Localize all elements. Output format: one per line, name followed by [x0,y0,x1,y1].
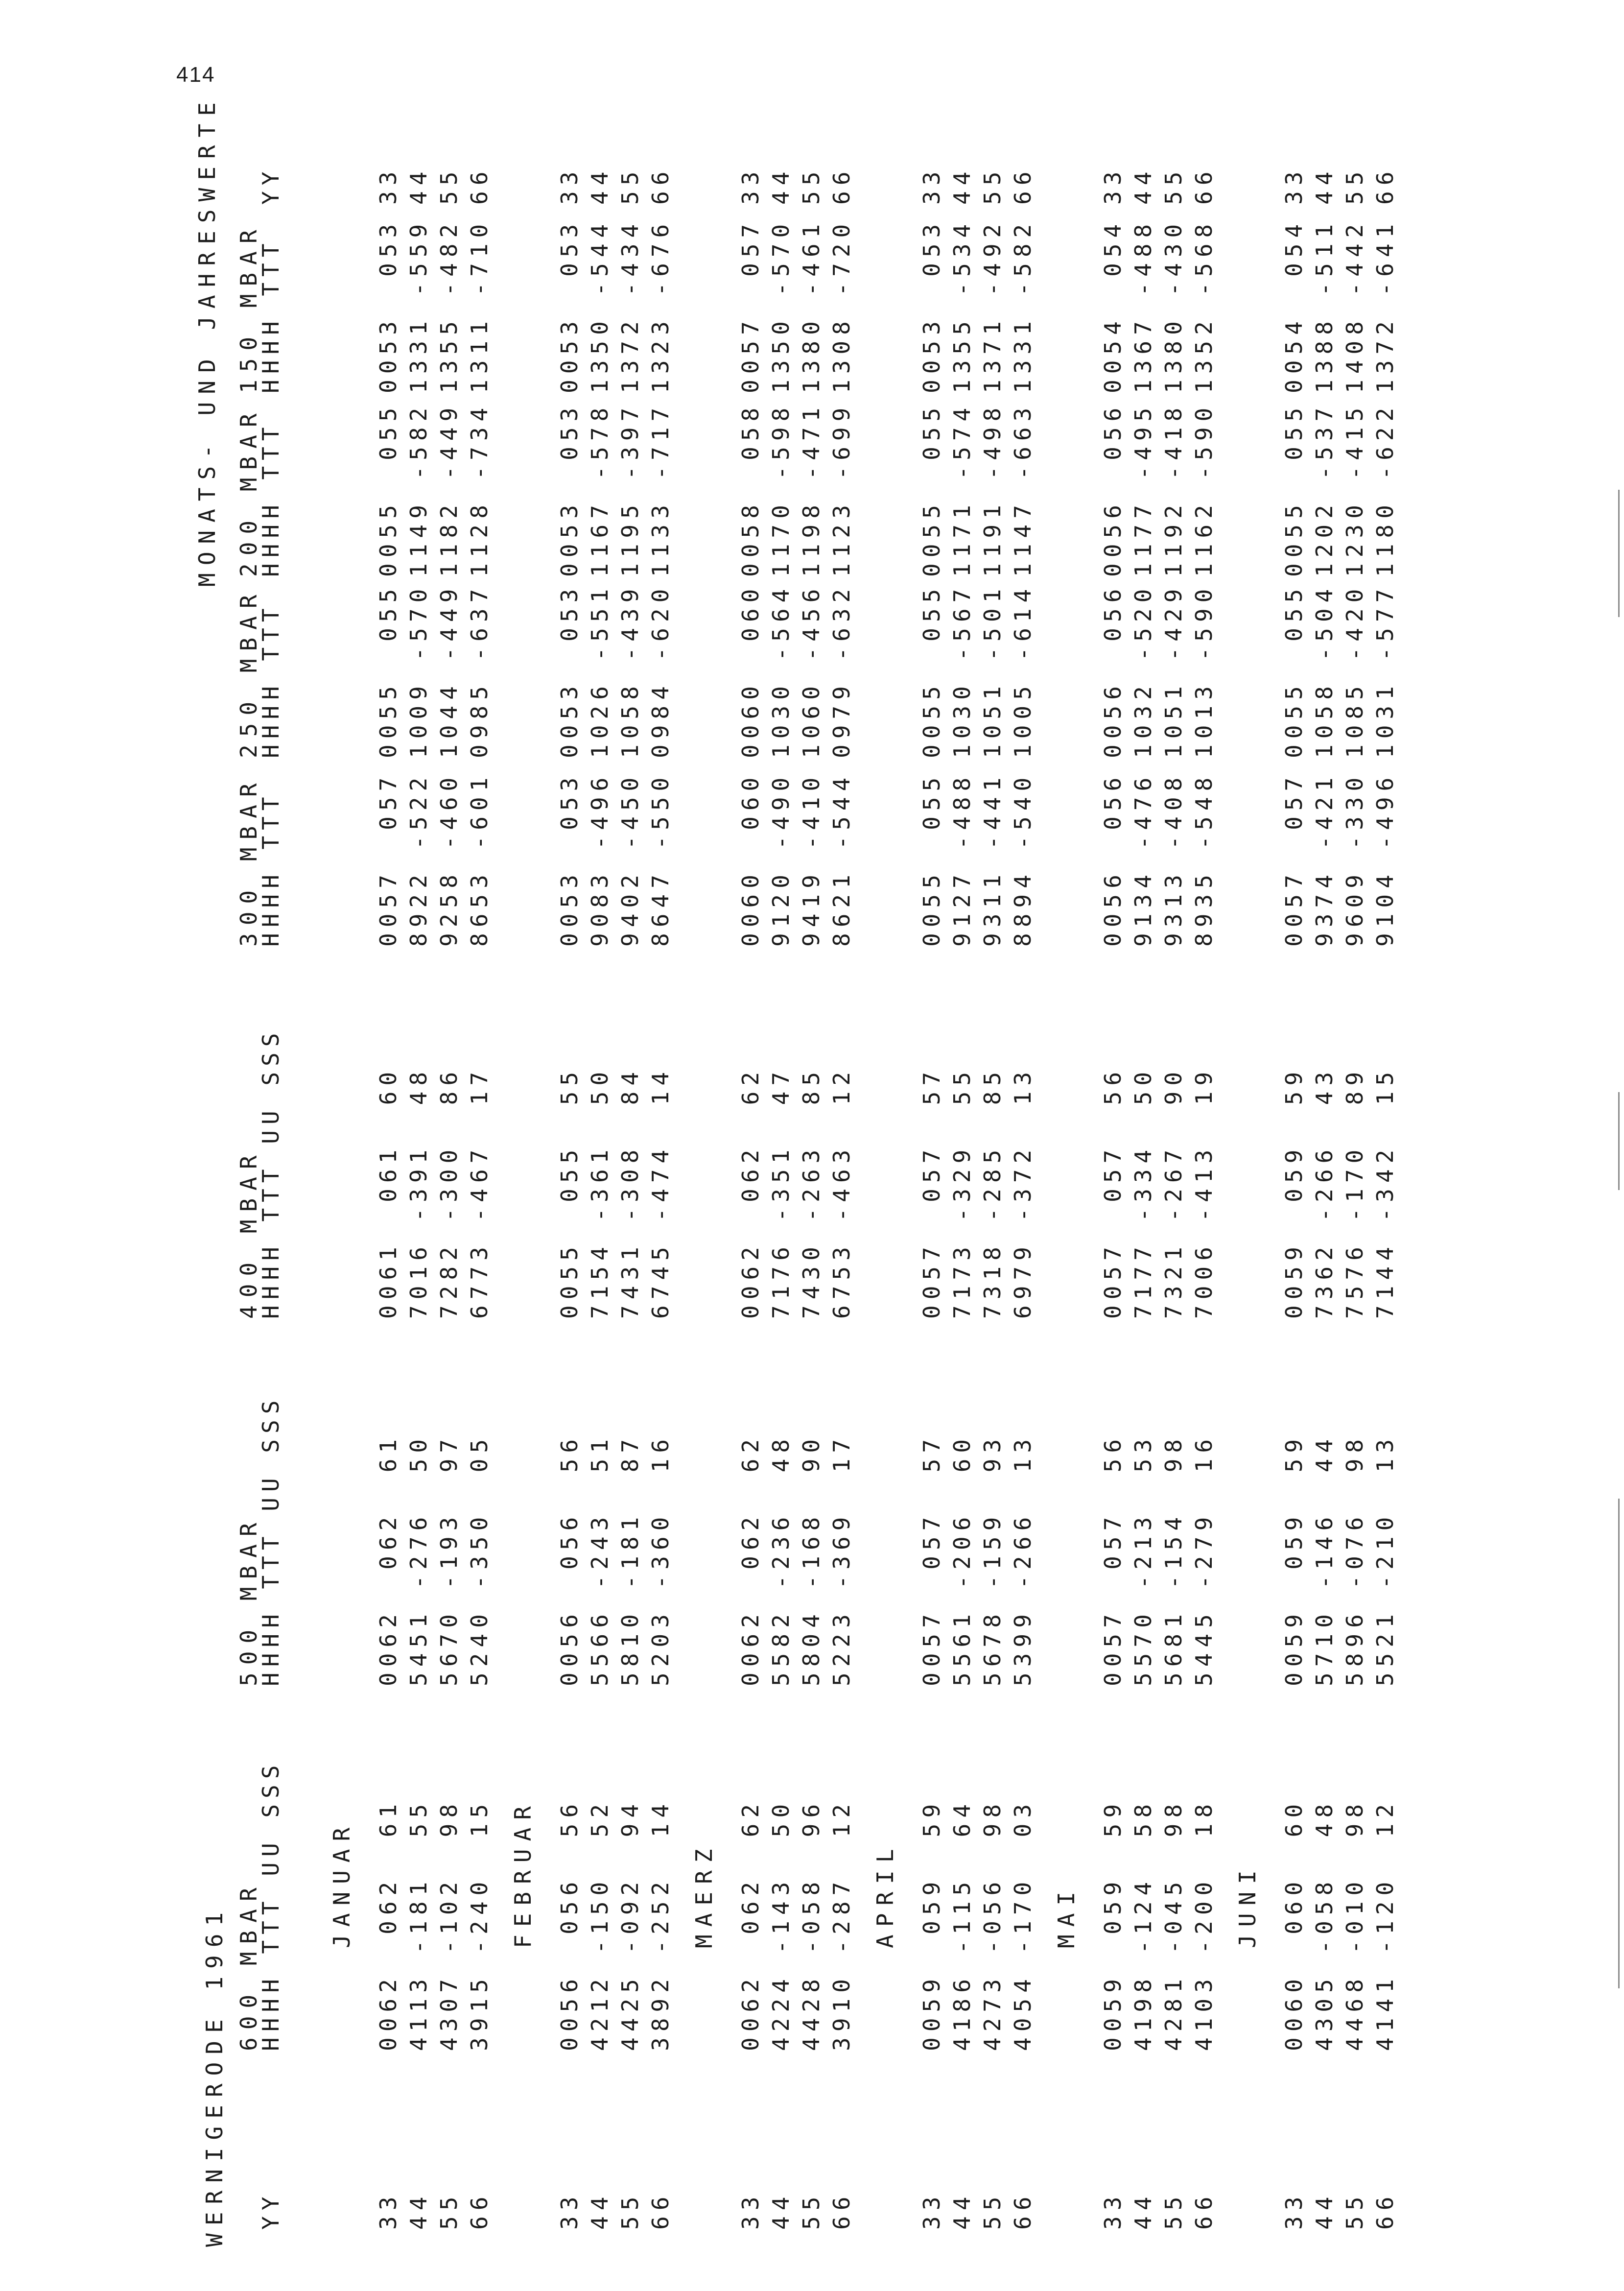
table-cell: 5804 -168 90 [798,1433,824,1686]
table-cell: 8922 -522 [405,771,432,947]
level-label-300: 300 MBAR [235,775,262,947]
table-cell: 9127 -488 [949,771,975,947]
table-cell: 7016 -391 48 [405,1066,432,1319]
table-cell: 9419 -410 [798,771,824,947]
table-cell: 1367 -488 [1130,218,1156,393]
table-cell: 5203 -360 16 [647,1433,674,1686]
table-cell: 0984 -620 [647,583,674,758]
table-cell: 8935 -548 [1191,771,1217,947]
table-cell: 7321 -267 90 [1160,1066,1187,1319]
table-cell: 1009 -570 [405,583,432,758]
table-cell: 0053 053 [556,771,583,947]
level-columns-400: HHHH TTT UU SSS [258,1027,284,1319]
table-cell: 0055 055 [375,583,401,758]
table-cell: 1031 -577 [1372,583,1398,758]
level-label-500: 500 MBAR [235,1515,262,1686]
table-cell: 9311 -441 [979,771,1006,947]
table-cell: 0057 057 56 [1100,1433,1126,1686]
table-cell: 1372 -434 [617,218,643,393]
table-cell: 1171 -574 [949,402,975,577]
table-cell: 5561 -206 60 [949,1433,975,1686]
table-cell: 1388 -511 [1311,218,1338,393]
table-cell: 5710 -146 44 [1311,1433,1338,1686]
month-label-mai: MAI [1053,1884,1080,1948]
table-cell: 4224 -143 50 [768,1798,794,2051]
table-cell: 1149 -582 [405,402,432,577]
table-cell: 1133 -717 [647,402,674,577]
monthly-annual-title: MONATS- UND JAHRESWERTE [194,95,220,587]
table-cell: 0062 062 61 [375,1433,401,1686]
table-cell: 0057 057 57 [918,1066,945,1319]
row-yy-right: 66 [1191,166,1217,205]
table-cell: 9083 -496 [587,771,613,947]
table-cell: 0056 056 [1100,583,1126,758]
row-yy-right: 33 [556,166,583,205]
table-cell: 1180 -622 [1372,402,1398,577]
table-cell: 0062 062 62 [737,1798,764,2051]
table-cell: 4468 -010 98 [1342,1798,1368,2051]
table-cell: 0060 060 [737,771,764,947]
month-label-maerz: MAERZ [691,1841,717,1948]
table-cell: 1198 -471 [798,402,824,577]
table-cell: 5445 -279 16 [1191,1433,1217,1686]
row-yy-right: 66 [828,166,855,205]
table-cell: 0057 057 [375,771,401,947]
table-cell: 1331 -559 [405,218,432,393]
table-cell: 7006 -413 19 [1191,1066,1217,1319]
row-yy-right: 33 [1281,166,1307,205]
table-cell: 4198 -124 58 [1130,1798,1156,2051]
table-cell: 0053 053 [556,583,583,758]
level-label-250: 250 MBAR [235,587,262,758]
table-cell: 0059 059 59 [1281,1066,1307,1319]
table-cell: 0054 054 [1100,218,1126,393]
level-label-400: 400 MBAR [235,1147,262,1319]
table-cell: 5451 -276 50 [405,1433,432,1686]
table-cell: 8621 -544 [828,771,855,947]
table-cell: 1044 -449 [436,583,462,758]
table-cell: 9104 -496 [1372,771,1398,947]
row-yy: 55 [436,2191,462,2230]
table-cell: 6753 -463 12 [828,1066,855,1319]
level-columns-500: HHHH TTT UU SSS [258,1394,284,1686]
month-label-april: APRIL [872,1841,898,1948]
table-cell: 5670 -193 97 [436,1433,462,1686]
row-yy-right: 55 [1342,166,1368,205]
row-yy: 55 [1342,2191,1368,2230]
table-cell: 7176 -351 47 [768,1066,794,1319]
level-columns-150: HHHH TTT [258,238,284,393]
row-yy-right: 33 [375,166,401,205]
level-label-600: 600 MBAR [235,1880,262,2051]
table-cell: 1128 -734 [466,402,493,577]
table-cell: 0055 055 [918,402,945,577]
row-yy-right: 55 [617,166,643,205]
table-cell: 1350 -570 [768,218,794,393]
table-cell: 3910 -287 12 [828,1798,855,2051]
table-cell: 0060 060 [737,583,764,758]
row-yy: 66 [647,2191,674,2230]
table-cell: 1331 -582 [1010,218,1036,393]
table-cell: 1195 -397 [617,402,643,577]
table-cell: 0057 057 57 [918,1433,945,1686]
table-cell: 1030 -567 [949,583,975,758]
table-cell: 0056 056 56 [556,1433,583,1686]
table-cell: 1352 -568 [1191,218,1217,393]
row-yy: 66 [828,2191,855,2230]
table-cell: 1123 -699 [828,402,855,577]
table-cell: 1030 -564 [768,583,794,758]
table-cell: 4103 -200 18 [1191,1798,1217,2051]
table-cell: 7318 -285 85 [979,1066,1006,1319]
table-cell: 0053 053 [556,402,583,577]
table-cell: 8647 -550 [647,771,674,947]
table-cell: 1026 -551 [587,583,613,758]
table-cell: 6745 -474 14 [647,1066,674,1319]
row-yy-right: 55 [979,166,1006,205]
table-cell: 1051 -501 [979,583,1006,758]
table-cell: 1323 -676 [647,218,674,393]
table-cell: 0056 056 [1100,402,1126,577]
table-cell: 0055 055 [375,402,401,577]
table-cell: 5223 -369 17 [828,1433,855,1686]
table-cell: 0054 054 [1281,218,1307,393]
table-cell: 1192 -418 [1160,402,1187,577]
table-cell: 4428 -058 96 [798,1798,824,2051]
table-cell: 1408 -442 [1342,218,1368,393]
row-yy-right: 55 [798,166,824,205]
table-cell: 1182 -449 [436,402,462,577]
row-yy: 44 [1311,2191,1338,2230]
table-cell: 5678 -159 93 [979,1433,1006,1686]
table-cell: 7282 -300 86 [436,1066,462,1319]
row-yy-right: 44 [1130,166,1156,205]
row-yy: 33 [1281,2191,1307,2230]
table-cell: 1162 -590 [1191,402,1217,577]
table-cell: 1380 -430 [1160,218,1187,393]
table-cell: 0056 056 [1100,771,1126,947]
table-cell: 0057 057 [1281,771,1307,947]
table-cell: 1355 -482 [436,218,462,393]
month-label-februar: FEBRUAR [510,1798,536,1948]
table-cell: 6773 -467 17 [466,1066,493,1319]
table-cell: 0053 053 [556,218,583,393]
table-cell: 1013 -590 [1191,583,1217,758]
table-cell: 5399 -266 13 [1010,1433,1036,1686]
row-yy: 44 [405,2191,432,2230]
table-cell: 4307 -102 98 [436,1798,462,2051]
table-cell: 1308 -720 [828,218,855,393]
table-cell: 4141 -120 12 [1372,1798,1398,2051]
table-cell: 7144 -342 15 [1372,1066,1398,1319]
table-cell: 1177 -495 [1130,402,1156,577]
table-cell: 6979 -372 13 [1010,1066,1036,1319]
row-yy: 66 [466,2191,493,2230]
table-cell: 1350 -544 [587,218,613,393]
table-cell: 9313 -408 [1160,771,1187,947]
row-yy: 66 [1372,2191,1398,2230]
table-cell: 7431 -308 84 [617,1066,643,1319]
table-cell: 0056 056 56 [556,1798,583,2051]
table-cell: 5810 -181 87 [617,1433,643,1686]
table-cell: 5681 -154 98 [1160,1433,1187,1686]
table-cell: 1085 -420 [1342,583,1368,758]
table-cell: 1202 -537 [1311,402,1338,577]
row-yy: 44 [949,2191,975,2230]
table-cell: 8894 -540 [1010,771,1036,947]
row-yy: 33 [918,2191,945,2230]
table-cell: 4054 -170 03 [1010,1798,1036,2051]
table-cell: 1058 -439 [617,583,643,758]
table-cell: 0055 055 [918,771,945,947]
table-cell: 5570 -213 53 [1130,1433,1156,1686]
table-cell: 4113 -181 55 [405,1798,432,2051]
level-label-150: 150 MBAR [235,222,262,393]
row-yy: 33 [1100,2191,1126,2230]
table-cell: 0057 057 56 [1100,1066,1126,1319]
table-cell: 0979 -632 [828,583,855,758]
table-cell: 0053 053 [918,218,945,393]
table-cell: 0061 061 60 [375,1066,401,1319]
table-cell: 7576 -170 89 [1342,1066,1368,1319]
station-title: WERNIGERODE 1961 [201,1904,228,2247]
table-cell: 4425 -092 94 [617,1798,643,2051]
table-cell: 0055 055 [1281,402,1307,577]
month-label-januar: JANUAR [329,1819,355,1948]
row-yy: 55 [617,2191,643,2230]
table-cell: 7173 -329 55 [949,1066,975,1319]
row-yy-right: 44 [405,166,432,205]
table-cell: 1147 -663 [1010,402,1036,577]
table-cell: 9258 -460 [436,771,462,947]
row-yy: 33 [556,2191,583,2230]
table-cell: 5566 -243 51 [587,1433,613,1686]
table-cell: 1167 -578 [587,402,613,577]
table-cell: 9609 -330 [1342,771,1368,947]
table-cell: 4212 -150 52 [587,1798,613,2051]
level-columns-250: HHHH TTT [258,602,284,758]
table-cell: 1230 -415 [1342,402,1368,577]
table-cell: 1380 -461 [798,218,824,393]
table-cell: 1051 -429 [1160,583,1187,758]
row-yy-right: 55 [1160,166,1187,205]
row-yy: 55 [979,2191,1006,2230]
table-cell: 1372 -641 [1372,218,1398,393]
table-cell: 1032 -520 [1130,583,1156,758]
table-cell: 1355 -534 [949,218,975,393]
row-yy: 33 [737,2191,764,2230]
row-yy-right: 44 [768,166,794,205]
table-cell: 4273 -056 98 [979,1798,1006,2051]
table-cell: 3892 -252 14 [647,1798,674,2051]
row-yy: 44 [768,2191,794,2230]
table-cell: 1371 -492 [979,218,1006,393]
table-cell: 3915 -240 15 [466,1798,493,2051]
table-cell: 4281 -045 98 [1160,1798,1187,2051]
table-cell: 0058 058 [737,402,764,577]
table-cell: 1311 -710 [466,218,493,393]
row-yy: 66 [1191,2191,1217,2230]
table-cell: 9374 -421 [1311,771,1338,947]
yy-header-right: YY [258,166,284,205]
row-yy: 66 [1010,2191,1036,2230]
row-yy: 55 [798,2191,824,2230]
row-yy: 55 [1160,2191,1187,2230]
table-cell: 7362 -266 43 [1311,1066,1338,1319]
table-cell: 0053 053 [375,218,401,393]
table-cell: 5240 -350 05 [466,1433,493,1686]
row-yy-right: 44 [949,166,975,205]
table-cell: 0055 055 [918,583,945,758]
table-cell: 0062 062 62 [737,1433,764,1686]
row-yy: 44 [587,2191,613,2230]
table-cell: 1058 -504 [1311,583,1338,758]
table-cell: 0985 -637 [466,583,493,758]
table-cell: 1005 -614 [1010,583,1036,758]
table-cell: 0057 057 [737,218,764,393]
row-yy-right: 44 [1311,166,1338,205]
table-cell: 0062 062 62 [737,1066,764,1319]
table-cell: 1170 -598 [768,402,794,577]
row-yy-right: 66 [647,166,674,205]
table-cell: 9134 -476 [1130,771,1156,947]
row-yy-right: 66 [1372,166,1398,205]
level-label-200: 200 MBAR [235,406,262,577]
table-cell: 0059 059 59 [1281,1433,1307,1686]
row-yy-right: 66 [466,166,493,205]
table-cell: 9402 -450 [617,771,643,947]
row-yy-right: 33 [1100,166,1126,205]
table-cell: 0055 055 55 [556,1066,583,1319]
table-cell: 1191 -498 [979,402,1006,577]
table-cell: 4305 -058 48 [1311,1798,1338,2051]
table-cell: 1060 -456 [798,583,824,758]
month-label-juni: JUNI [1234,1862,1261,1948]
table-cell: 0062 062 61 [375,1798,401,2051]
table-cell: 7154 -361 50 [587,1066,613,1319]
table-cell: 0059 059 59 [1100,1798,1126,2051]
row-yy: 33 [375,2191,401,2230]
table-cell: 5896 -076 98 [1342,1433,1368,1686]
row-yy-right: 33 [737,166,764,205]
row-yy-right: 55 [436,166,462,205]
level-columns-300: HHHH TTT [258,791,284,947]
row-yy: 44 [1130,2191,1156,2230]
table-cell: 9120 -490 [768,771,794,947]
table-cell: 4186 -115 64 [949,1798,975,2051]
level-columns-600: HHHH TTT UU SSS [258,1759,284,2051]
table-cell: 0055 055 [1281,583,1307,758]
yy-header: YY [258,2191,284,2230]
row-yy-right: 66 [1010,166,1036,205]
table-cell: 5582 -236 48 [768,1433,794,1686]
table-cell: 5521 -210 13 [1372,1433,1398,1686]
row-yy-right: 33 [918,166,945,205]
table-cell: 7430 -263 85 [798,1066,824,1319]
table-cell: 0059 059 59 [918,1798,945,2051]
row-yy-right: 44 [587,166,613,205]
level-columns-200: HHHH TTT [258,421,284,577]
page-number: 414 [176,63,215,87]
table-cell: 8653 -601 [466,771,493,947]
table-cell: 7177 -334 50 [1130,1066,1156,1319]
table-cell: 0060 060 60 [1281,1798,1307,2051]
